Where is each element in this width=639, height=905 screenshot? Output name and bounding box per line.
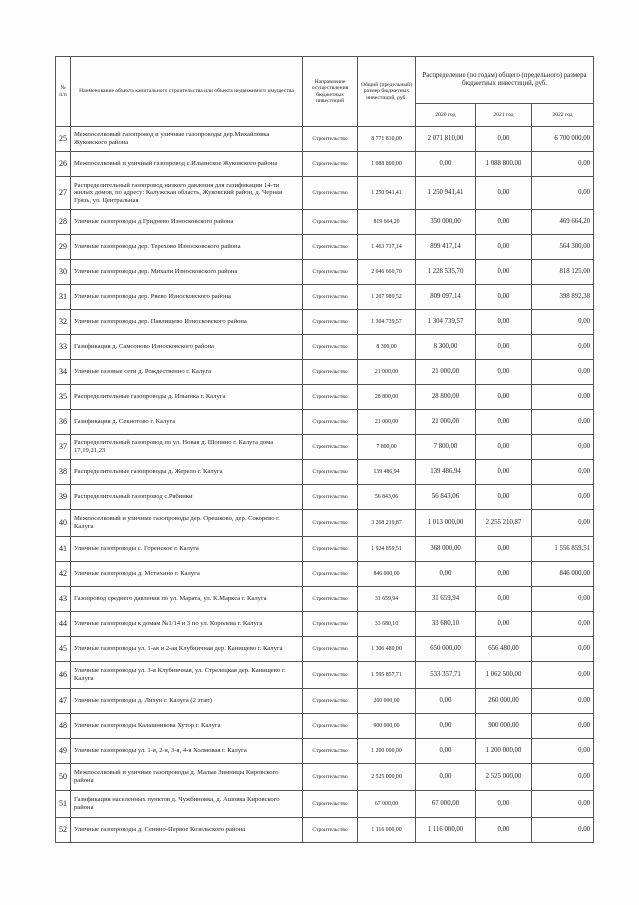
row-year-2020: 1 228 535,70: [416, 260, 476, 285]
row-year-2020: 1 250 941,41: [416, 177, 476, 210]
row-direction: Строительство: [303, 537, 358, 562]
row-year-2022: 398 892,38: [532, 285, 594, 310]
table-row: [56, 127, 594, 152]
row-year-2021: 0,00: [476, 235, 532, 260]
row-year-2020: 21 000,00: [416, 410, 476, 435]
row-year-2022: 0,00: [532, 662, 594, 689]
row-total: 2 525 000,00: [358, 764, 416, 791]
row-total: 1 306 480,00: [358, 637, 416, 662]
row-direction: Строительство: [303, 335, 358, 360]
header-total: Общий (предельный) размер бюджетных инвестиций, руб.: [358, 57, 416, 127]
row-year-2022: 0,00: [532, 791, 594, 818]
row-year-2022: 0,00: [532, 152, 594, 177]
row-year-2021: 0,00: [476, 285, 532, 310]
row-number: 36: [56, 410, 71, 435]
row-number: 30: [56, 260, 71, 285]
row-year-2022: 0,00: [532, 335, 594, 360]
row-year-2021: 0,00: [476, 818, 532, 843]
row-number: 42: [56, 562, 71, 587]
row-year-2020: 31 659,94: [416, 587, 476, 612]
row-year-2021: 0,00: [476, 612, 532, 637]
row-total: 3 268 210,87: [358, 510, 416, 537]
table-row: [56, 764, 594, 791]
row-object-name: Уличные газовые сети д. Рождественно г. Калуга: [71, 360, 303, 385]
row-year-2022: 469 664,20: [532, 210, 594, 235]
row-direction: Строительство: [303, 689, 358, 714]
row-object-name: Уличные газопроводы дер. Михали Износковского района: [71, 260, 303, 285]
header-year-2020: 2020 год: [416, 104, 476, 127]
row-direction: Строительство: [303, 460, 358, 485]
table-row: [56, 689, 594, 714]
row-year-2020: 8 300,00: [416, 335, 476, 360]
row-direction: Строительство: [303, 637, 358, 662]
row-object-name: Уличные газопроводы ул. 1-ая и 2-ая Клубничная дер. Канищево г. Калуга: [71, 637, 303, 662]
row-total: 1 304 739,57: [358, 310, 416, 335]
row-total: 1 088 800,00: [358, 152, 416, 177]
row-year-2020: 0,00: [416, 764, 476, 791]
row-year-2022: 0,00: [532, 360, 594, 385]
row-year-2021: 0,00: [476, 791, 532, 818]
row-year-2022: 6 700 000,00: [532, 127, 594, 152]
row-total: 31 659,94: [358, 587, 416, 612]
row-year-2021: 0,00: [476, 360, 532, 385]
table-row: [56, 537, 594, 562]
row-year-2022: 0,00: [532, 410, 594, 435]
row-year-2021: 0,00: [476, 562, 532, 587]
row-object-name: Газификация д. Самсоново Износковского района: [71, 335, 303, 360]
row-number: 52: [56, 818, 71, 843]
row-direction: Строительство: [303, 127, 358, 152]
row-number: 29: [56, 235, 71, 260]
row-direction: Строительство: [303, 739, 358, 764]
row-object-name: Уличные газопроводы дер. Павлищево Износковского района: [71, 310, 303, 335]
row-total: 8 771 810,00: [358, 127, 416, 152]
row-year-2020: 1 013 000,00: [416, 510, 476, 537]
row-number: 49: [56, 739, 71, 764]
row-year-2021: 0,00: [476, 485, 532, 510]
row-total: 819 664,20: [358, 210, 416, 235]
row-object-name: Газификация д. Секиотово г. Калуга: [71, 410, 303, 435]
row-object-name: Распределительные газопроводы д. Жерело г. Калуга: [71, 460, 303, 485]
row-year-2022: 0,00: [532, 485, 594, 510]
row-year-2021: 1 088 800,00: [476, 152, 532, 177]
row-direction: Строительство: [303, 714, 358, 739]
table-row: [56, 791, 594, 818]
row-year-2020: 368 000,00: [416, 537, 476, 562]
row-number: 48: [56, 714, 71, 739]
row-number: 31: [56, 285, 71, 310]
table-row: [56, 235, 594, 260]
row-year-2021: 1 062 500,00: [476, 662, 532, 689]
row-year-2020: 650 000,00: [416, 637, 476, 662]
row-total: 1 207 989,52: [358, 285, 416, 310]
row-total: 1 595 857,71: [358, 662, 416, 689]
row-object-name: Уличные газопроводы с. Горенское г. Калуга: [71, 537, 303, 562]
row-direction: Строительство: [303, 485, 358, 510]
table-row: [56, 739, 594, 764]
row-object-name: Уличные газопроводы к домам №1/14 и 3 по ул. Королева г. Калуга: [71, 612, 303, 637]
row-object-name: Газопровод среднего давления по ул. Марата, ул. К.Маркса г. Калуга: [71, 587, 303, 612]
row-total: 8 300,00: [358, 335, 416, 360]
row-year-2021: 0,00: [476, 385, 532, 410]
row-direction: Строительство: [303, 818, 358, 843]
row-object-name: Уличные газопроводы ул. 1-я, 2-я, 3-я, 4-я Холмовая г. Калуга: [71, 739, 303, 764]
row-year-2021: 0,00: [476, 587, 532, 612]
row-number: 46: [56, 662, 71, 689]
row-total: 260 000,00: [358, 689, 416, 714]
table-row: [56, 662, 594, 689]
row-year-2021: 2 525 000,00: [476, 764, 532, 791]
row-year-2020: 2 071 810,00: [416, 127, 476, 152]
row-direction: Строительство: [303, 360, 358, 385]
row-year-2020: 350 000,00: [416, 210, 476, 235]
table-row: [56, 485, 594, 510]
row-year-2021: 0,00: [476, 537, 532, 562]
row-year-2022: 0,00: [532, 310, 594, 335]
row-object-name: Уличные газопроводы дер. Терехово Износковского района: [71, 235, 303, 260]
row-direction: Строительство: [303, 510, 358, 537]
row-year-2022: 0,00: [532, 739, 594, 764]
table-row: [56, 587, 594, 612]
row-year-2020: 1 304 739,57: [416, 310, 476, 335]
row-year-2022: 0,00: [532, 818, 594, 843]
row-year-2022: 0,00: [532, 587, 594, 612]
table-body: [56, 127, 594, 843]
row-number: 35: [56, 385, 71, 410]
row-year-2021: 0,00: [476, 210, 532, 235]
row-number: 44: [56, 612, 71, 637]
row-number: 37: [56, 435, 71, 460]
row-total: 67 000,00: [358, 791, 416, 818]
row-year-2021: 0,00: [476, 177, 532, 210]
table-row: [56, 177, 594, 210]
row-year-2020: 1 116 000,00: [416, 818, 476, 843]
header-year-2022: 2022 год: [532, 104, 594, 127]
row-direction: Строительство: [303, 435, 358, 460]
row-year-2022: 0,00: [532, 510, 594, 537]
row-total: 33 680,10: [358, 612, 416, 637]
row-direction: Строительство: [303, 177, 358, 210]
row-year-2022: 0,00: [532, 460, 594, 485]
row-object-name: Межпоселковый и уличные газопроводы д. Малые Зимницы Кировского района: [71, 764, 303, 791]
row-year-2021: 900 000,00: [476, 714, 532, 739]
table-row: [56, 310, 594, 335]
row-number: 26: [56, 152, 71, 177]
row-year-2021: 0,00: [476, 435, 532, 460]
row-year-2021: 0,00: [476, 310, 532, 335]
header-object-name: Наименование объекта капитального строительства или объекта недвижимого имущества: [71, 57, 303, 127]
row-direction: Строительство: [303, 612, 358, 637]
table-row: [56, 385, 594, 410]
row-year-2020: 28 800,00: [416, 385, 476, 410]
table-row: [56, 152, 594, 177]
row-number: 25: [56, 127, 71, 152]
row-year-2020: 533 357,71: [416, 662, 476, 689]
row-year-2022: 0,00: [532, 689, 594, 714]
row-year-2022: 0,00: [532, 714, 594, 739]
row-number: 40: [56, 510, 71, 537]
row-number: 50: [56, 764, 71, 791]
row-object-name: Газификация населенных пунктов д. Чужбиновка, д. Ашовка Кировского района: [71, 791, 303, 818]
row-year-2020: 21 000,00: [416, 360, 476, 385]
row-year-2021: 656 480,00: [476, 637, 532, 662]
table-row: [56, 460, 594, 485]
table-row: [56, 612, 594, 637]
row-year-2021: 0,00: [476, 260, 532, 285]
row-number: 41: [56, 537, 71, 562]
table-row: [56, 260, 594, 285]
row-direction: Строительство: [303, 285, 358, 310]
row-object-name: Уличные газопроводы д. Лихун г. Калуга (2 этап): [71, 689, 303, 714]
row-year-2022: 0,00: [532, 764, 594, 791]
row-year-2022: 564 300,00: [532, 235, 594, 260]
row-direction: Строительство: [303, 764, 358, 791]
row-direction: Строительство: [303, 410, 358, 435]
row-total: 28 800,00: [358, 385, 416, 410]
row-total: 846 000,00: [358, 562, 416, 587]
row-number: 39: [56, 485, 71, 510]
table-row: [56, 714, 594, 739]
row-year-2020: 56 843,06: [416, 485, 476, 510]
header-number: № п/п: [56, 57, 71, 127]
row-direction: Строительство: [303, 562, 358, 587]
row-total: 1 924 859,51: [358, 537, 416, 562]
row-direction: Строительство: [303, 260, 358, 285]
row-year-2020: 67 000,00: [416, 791, 476, 818]
table-row: [56, 360, 594, 385]
row-total: 900 000,00: [358, 714, 416, 739]
row-year-2020: 0,00: [416, 714, 476, 739]
row-year-2021: 0,00: [476, 335, 532, 360]
row-year-2020: 0,00: [416, 689, 476, 714]
row-number: 47: [56, 689, 71, 714]
row-object-name: Распределительный газопровод с.Рябинки: [71, 485, 303, 510]
row-object-name: Межпоселковый газопровод и уличные газопроводы дер.Михайловка Жуковского района: [71, 127, 303, 152]
row-object-name: Распределительные газопроводы д. Ильинка г. Калуга: [71, 385, 303, 410]
table-row: [56, 410, 594, 435]
row-year-2022: 1 556 859,51: [532, 537, 594, 562]
row-year-2021: 1 200 000,00: [476, 739, 532, 764]
row-year-2021: 2 255 210,87: [476, 510, 532, 537]
table-row: [56, 210, 594, 235]
row-direction: Строительство: [303, 210, 358, 235]
row-object-name: Уличные газопроводы д. Сенино-Первое Козельского района: [71, 818, 303, 843]
row-total: 1 250 941,41: [358, 177, 416, 210]
row-total: 1 200 000,00: [358, 739, 416, 764]
row-number: 38: [56, 460, 71, 485]
row-year-2020: 33 680,10: [416, 612, 476, 637]
row-year-2022: 0,00: [532, 435, 594, 460]
row-year-2020: 899 417,14: [416, 235, 476, 260]
row-year-2021: 0,00: [476, 460, 532, 485]
row-direction: Строительство: [303, 791, 358, 818]
row-year-2020: 7 800,00: [416, 435, 476, 460]
row-number: 27: [56, 177, 71, 210]
row-number: 33: [56, 335, 71, 360]
table-row: [56, 818, 594, 843]
row-number: 32: [56, 310, 71, 335]
row-year-2022: 818 125,00: [532, 260, 594, 285]
row-direction: Строительство: [303, 385, 358, 410]
row-year-2020: 809 097,14: [416, 285, 476, 310]
header-year-2021: 2021 год: [476, 104, 532, 127]
row-total: 1 116 000,00: [358, 818, 416, 843]
row-year-2020: 0,00: [416, 562, 476, 587]
row-year-2021: 260 000,00: [476, 689, 532, 714]
row-object-name: Уличные газопроводы ул. 3-я Клубничная, ул. Стрелецкая дер. Канищево г. Калуга: [71, 662, 303, 689]
row-year-2021: 0,00: [476, 410, 532, 435]
row-object-name: Распределительный газопровод по ул. Новая д. Шопино г. Калуга дома 17,19,21,23: [71, 435, 303, 460]
table-row: [56, 285, 594, 310]
table-row: [56, 562, 594, 587]
row-object-name: Уличные газопроводы дер. Рвево Износковского района: [71, 285, 303, 310]
table-row: [56, 335, 594, 360]
row-total: 2 046 660,70: [358, 260, 416, 285]
row-year-2021: 0,00: [476, 127, 532, 152]
row-direction: Строительство: [303, 587, 358, 612]
header-distribution: Распределение (по годам) общего (предельного) размера бюджетных инвестиций, руб.: [416, 57, 594, 104]
row-object-name: Уличные газопроводы д.Гриднево Износковского района: [71, 210, 303, 235]
row-total: 7 800,00: [358, 435, 416, 460]
row-total: 56 843,06: [358, 485, 416, 510]
row-number: 34: [56, 360, 71, 385]
header-direction: Направление осуществления бюджетных инвестиций: [303, 57, 358, 127]
row-year-2022: 0,00: [532, 637, 594, 662]
row-object-name: Межпоселковый и уличные газопроводы дер. Орешково, дер. Сокорево г. Калуга: [71, 510, 303, 537]
row-direction: Строительство: [303, 235, 358, 260]
row-year-2022: 846 000,00: [532, 562, 594, 587]
row-year-2020: 139 486,94: [416, 460, 476, 485]
row-object-name: Распределительный газопровод низкого давления для газификации 14-ти жилых домов, по адресу: Калужская область, Жуковский район, д. Черная Грязь, ул. Центральная: [71, 177, 303, 210]
row-year-2022: 0,00: [532, 177, 594, 210]
row-number: 51: [56, 791, 71, 818]
row-number: 28: [56, 210, 71, 235]
row-year-2020: 0,00: [416, 152, 476, 177]
table-row: [56, 637, 594, 662]
row-direction: Строительство: [303, 662, 358, 689]
row-total: 21 000,00: [358, 410, 416, 435]
table-row: [56, 510, 594, 537]
investment-table: [55, 56, 594, 843]
table-row: [56, 435, 594, 460]
row-year-2022: 0,00: [532, 612, 594, 637]
row-total: 1 463 717,14: [358, 235, 416, 260]
row-object-name: Уличные газопроводы Калашникова Хутор г. Калуга: [71, 714, 303, 739]
row-direction: Строительство: [303, 310, 358, 335]
row-year-2022: 0,00: [532, 385, 594, 410]
row-object-name: Межпоселковый и уличный газопровод с.Ильинское Жуковского района: [71, 152, 303, 177]
row-direction: Строительство: [303, 152, 358, 177]
row-object-name: Уличные газопроводы д. Мстихино г. Калуга: [71, 562, 303, 587]
row-number: 45: [56, 637, 71, 662]
row-number: 43: [56, 587, 71, 612]
row-total: 21 000,00: [358, 360, 416, 385]
row-year-2020: 0,00: [416, 739, 476, 764]
row-total: 139 486,94: [358, 460, 416, 485]
